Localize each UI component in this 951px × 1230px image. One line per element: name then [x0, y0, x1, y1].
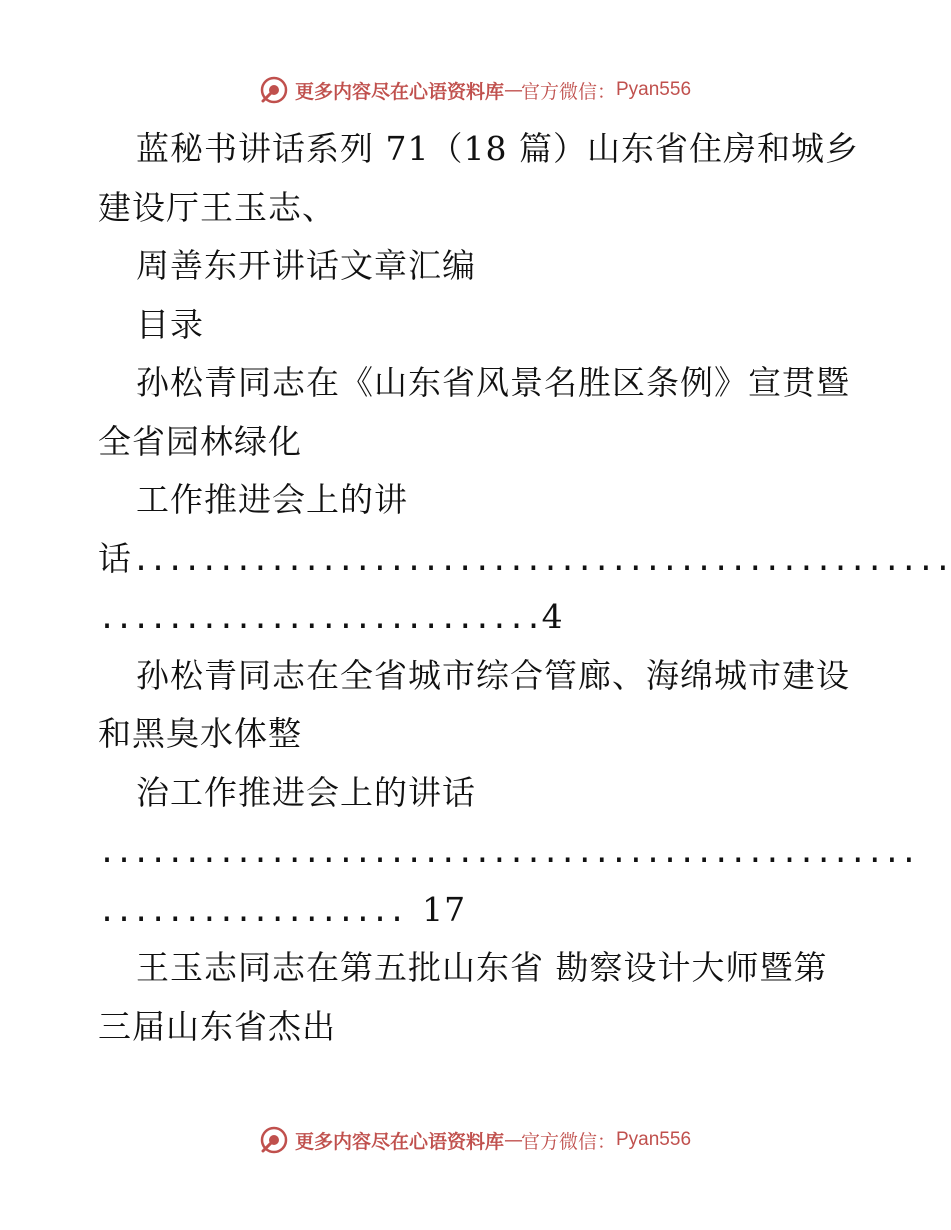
pen-logo-icon — [259, 1125, 289, 1155]
toc-entry-leader — [98, 530, 951, 589]
toc-entry-title: 王玉志同志在第五批山东省 勘察设计大师暨第 — [136, 948, 828, 987]
watermark-wechat-label: 官方微信： — [520, 80, 616, 103]
toc-entry-title-cont: 治工作推进会上的讲话 — [136, 772, 476, 812]
toc-entry — [98, 939, 858, 1056]
toc-entry-leader — [98, 588, 858, 647]
watermark-wechat-id: Pyan556 — [616, 1129, 692, 1150]
toc-entry-title-cont: 工作推进会上的讲 — [136, 480, 408, 519]
document-title: 蓝秘书讲话系列 71（18 篇）山东省住房和城乡 — [136, 129, 859, 168]
toc-entry-title-cont: 和黑臭水体整 — [98, 714, 302, 753]
toc-leader-dots: ................................................ — [98, 835, 917, 870]
watermark-dash: — — [503, 79, 521, 101]
watermark-wechat-label: 官方微信： — [520, 1130, 616, 1153]
document-title-continued: 建设厅王玉志、 — [98, 187, 336, 227]
toc-leader-dots: ................................................ — [132, 542, 951, 578]
toc-leader-dots: .................. — [98, 893, 423, 929]
toc-entry-title: 孙松青同志在全省城市综合管廊、海绵城市建设 — [136, 655, 850, 695]
toc-page-number: 4 — [541, 597, 564, 636]
watermark-wechat-id: Pyan556 — [616, 79, 692, 100]
document-subtitle: 周善东开讲话文章汇编 — [136, 246, 476, 285]
watermark-main-text: 更多内容尽在心语资料库 — [294, 80, 504, 103]
pen-logo-icon — [259, 75, 289, 105]
toc-page-number: 17 — [422, 889, 467, 929]
toc-entry-title: 孙松青同志在《山东省风景名胜区条例》宣贯暨 — [136, 363, 850, 402]
toc-entry-title-cont: 全省园林绿化 — [98, 421, 302, 461]
toc-entry — [98, 354, 951, 647]
watermark-main-text: 更多内容尽在心语资料库 — [294, 1130, 504, 1153]
toc-entry — [98, 647, 917, 940]
toc-entry-leader — [98, 822, 917, 881]
toc-heading: 目录 — [136, 304, 204, 344]
watermark-dash: — — [503, 1129, 521, 1151]
toc-entry-title-end: 话 — [98, 538, 132, 578]
footer-watermark — [0, 1120, 950, 1160]
toc-entry-leader — [98, 881, 858, 940]
toc-entry-title-cont: 三届山东省杰出 — [98, 1006, 336, 1046]
toc-leader-dots: .......................... — [98, 601, 542, 636]
header-watermark — [0, 70, 950, 110]
document-body — [98, 120, 951, 1056]
